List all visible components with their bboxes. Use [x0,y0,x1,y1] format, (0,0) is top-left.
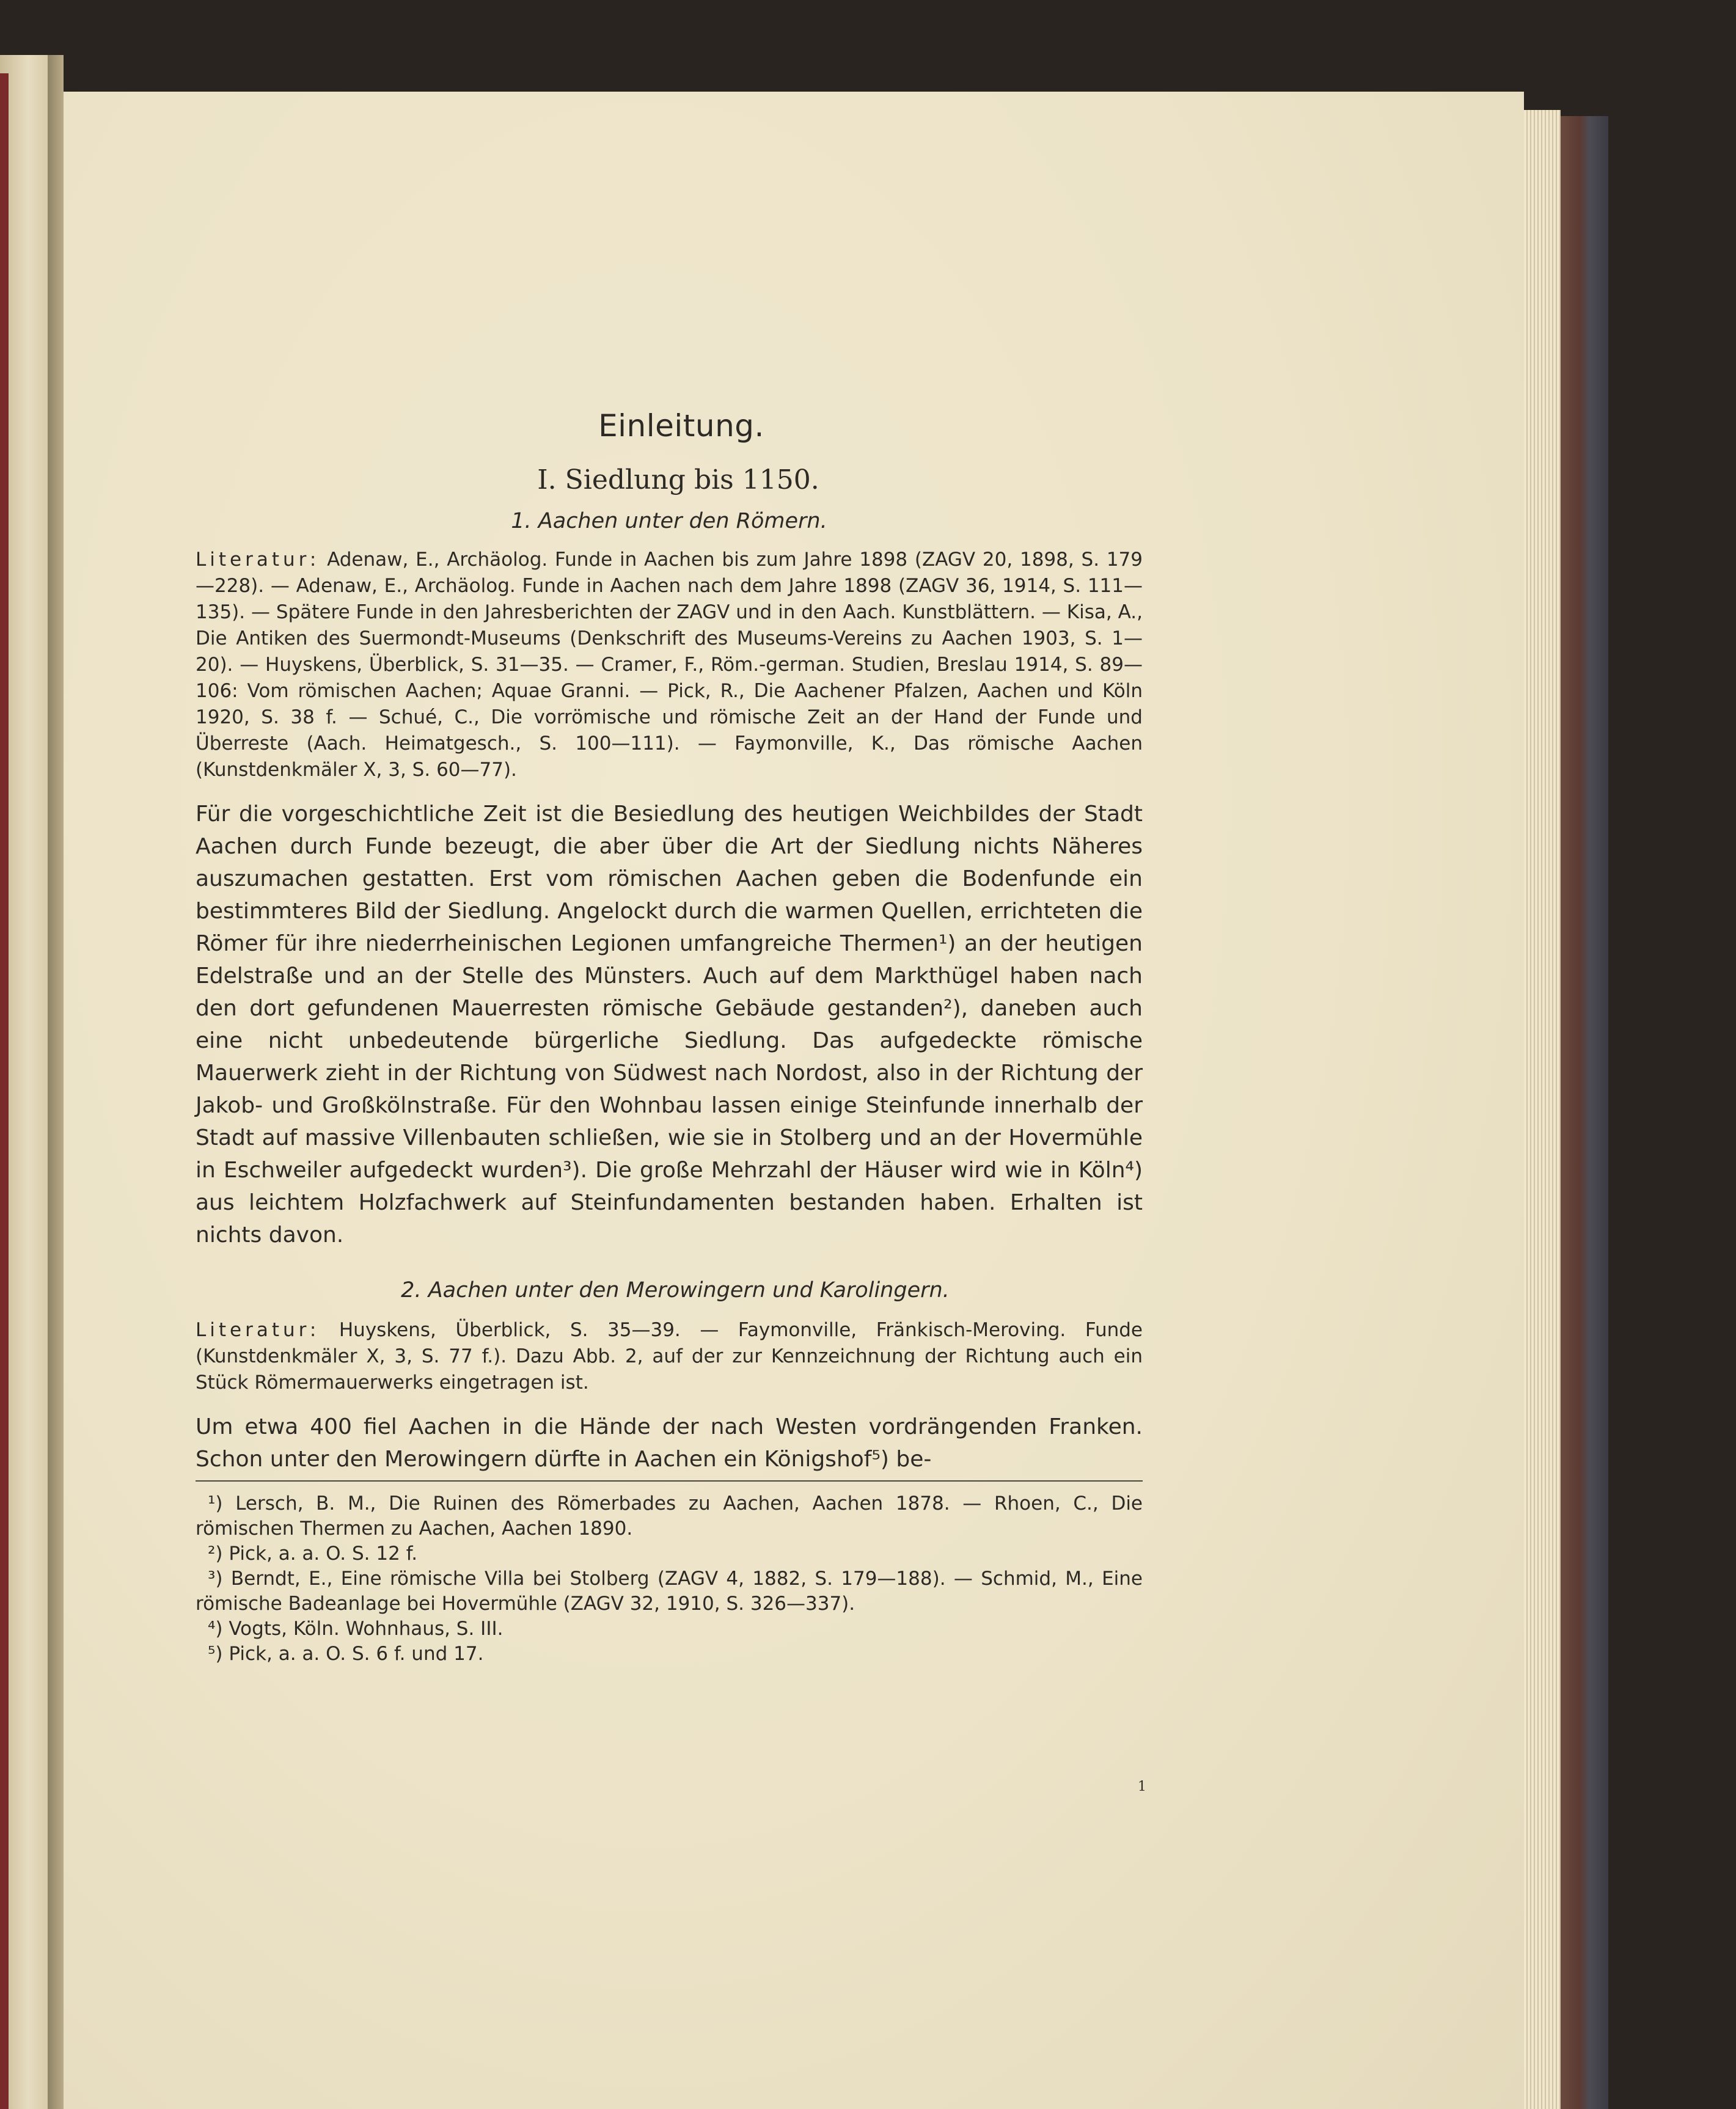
body-paragraph-1: Für die vorgeschichtliche Zeit ist die Besiedlung des heutigen Weichbildes der Stadt Aachen durch Funde bezeugt, die aber über die Art der Siedlung nichts Näheres auszumachen gestatten. Erst vom römischen Aachen geben die Bodenfunde ein bestimmteres Bild der Siedlung. Angelockt durch die warmen Quellen, errichteten die Römer für ihre niederrheinischen Legionen umfangreiche Thermen¹) an der heutigen Edelstraße und an der Stelle des Münsters. Auch auf dem Markthügel haben nach den dort gefundenen Mauerresten römische Gebäude gestanden²), daneben auch eine nicht unbedeutende bürgerliche Siedlung. Das aufgedeckte römische Mauerwerk zieht in der Richtung von Südwest nach Nordost, also in der Richtung der Jakob- und Großkölnstraße. Für den Wohnbau lassen einige Steinfunde innerhalb der Stadt auf massive Villenbauten schließen, wie sie in Stolberg und an der Hovermühle in Eschweiler aufgedeckt wurden³). Die große Mehrzahl der Häuser wird wie in Köln⁴) aus leichtem Holzfachwerk auf Steinfundamenten bestanden haben. Erhalten ist nichts davon. [196,802,1143,1248]
literature-label: Literatur: [196,549,320,571]
literature-text: Adenaw, E., Archäolog. Funde in Aachen bis zum Jahre 1898 (ZAGV 20, 1898, S. 179—228). — Adenaw, E., Archäolog. Funde in Aachen nach dem Jahre 1898 (ZAGV 36, 1914, S. 111—135). — Spätere Funde in den Jahresberichten der ZAGV und in den Aach. Kunstblättern. — Kisa, A., Die Antiken des Suermondt-Museums (Denkschrift des Museums-Vereins zu Aachen 1903, S. 1—20). — Huyskens, Überblick, S. 31—35. — Cramer, F., Röm.-german. Studien, Breslau 1914, S. 89—106: Vom römischen Aachen; Aquae Granni. — Pick, R., Die Aachener Pfalzen, Aachen und Köln 1920, S. 38 f. — Schué, C., Die vorrömische und römische Zeit an der Hand der Funde und Überreste (Aach. Heimatgesch., S. 100—111). — Faymonville, K., Das römische Aachen (Kunstdenkmäler X, 3, S. 60—77). [196,549,1143,781]
literature-paragraph-2 [196,1317,1143,1396]
footnote-2: ²) Pick, a. a. O. S. 12 f. [208,1543,418,1565]
book-cover-left [0,73,9,2109]
subsection-heading-1: 1. Aachen unter den Römern. [511,509,827,533]
footnote-4: ⁴) Vogts, Köln. Wohnhaus, S. III. [208,1618,504,1640]
page-stack-edge [1524,110,1561,2109]
book-cover-right [1561,116,1608,2109]
footnote-3: ³) Berndt, E., Eine römische Villa bei Stolberg (ZAGV 4, 1882, S. 179—188). — Schmid, M., Eine römische Badeanlage bei Hovermühle (ZAGV 32, 1910, S. 326—337). [196,1568,1143,1615]
subsection-heading-2: 2. Aachen unter den Merowingern und Karolingern. [401,1278,950,1303]
body-paragraph-2: Um etwa 400 fiel Aachen in die Hände der nach Westen vordrängenden Franken. Schon unter den Merowingern dürfte in Aachen ein Königshof⁵) be- [196,1414,1143,1472]
literature-label: Literatur: [196,1319,320,1341]
literature-paragraph-1 [196,547,1143,783]
footnote-divider [196,1480,1143,1482]
footnote-1: ¹) Lersch, B. M., Die Ruinen des Römerbades zu Aachen, Aachen 1878. — Rhoen, C., Die römischen Thermen zu Aachen, Aachen 1890. [196,1493,1143,1540]
chapter-heading: Einleitung. [598,408,764,444]
footnote-5: ⁵) Pick, a. a. O. S. 6 f. und 17. [208,1643,484,1665]
book-gutter [48,55,64,2109]
section-heading: I. Siedlung bis 1150. [537,464,819,495]
page-content [196,408,1143,1667]
page-number: 1 [1138,1779,1146,1794]
literature-text: Huyskens, Überblick, S. 35—39. — Faymonville, Fränkisch-Meroving. Funde (Kunstdenkmäler X, 3, S. 77 f.). Dazu Abb. 2, auf der zur Kennzeichnung der Richtung auch ein Stück Römermauerwerks eingetragen ist. [196,1319,1143,1394]
